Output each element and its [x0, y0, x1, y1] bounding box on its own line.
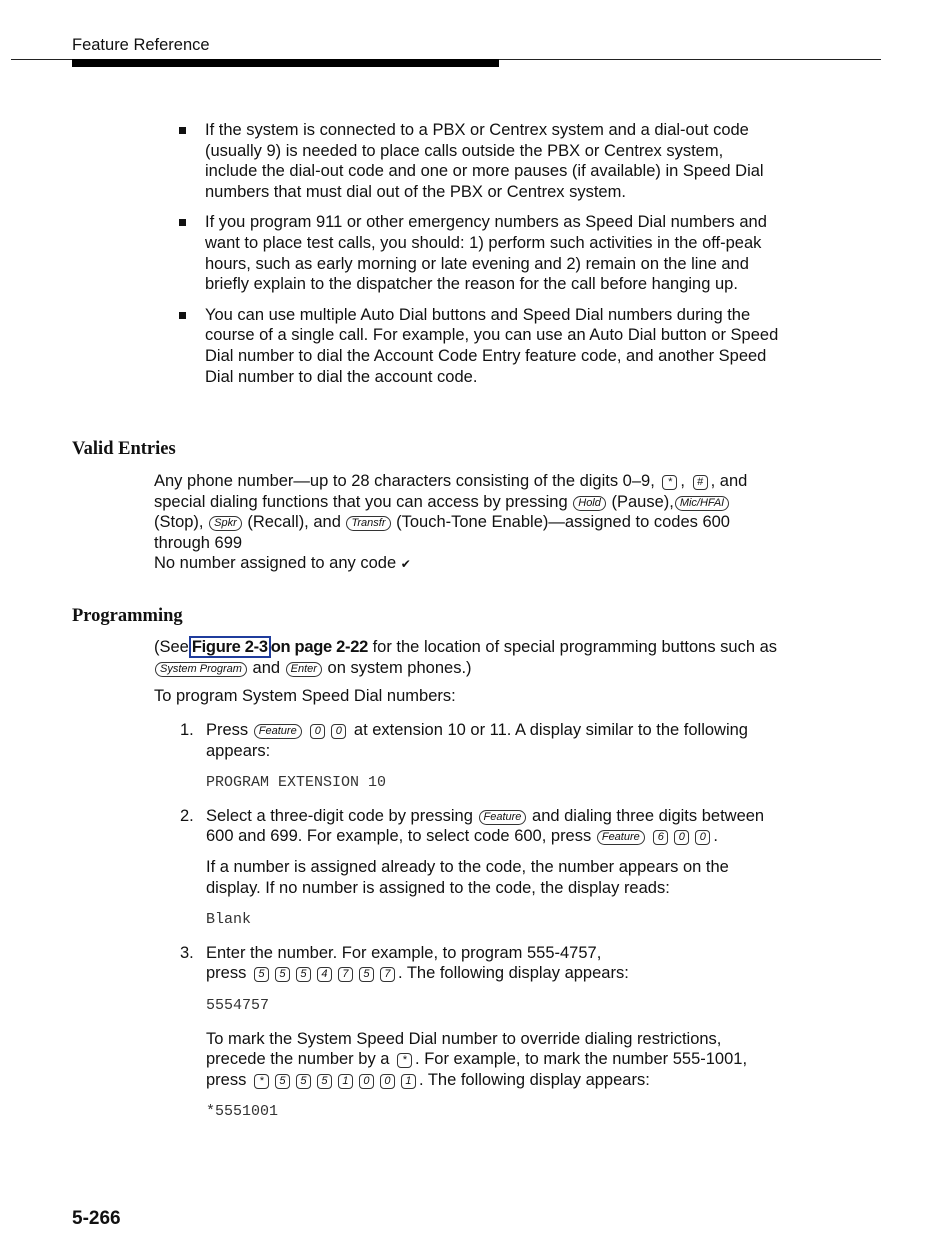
text-run: , [680, 472, 685, 490]
text-run: press [206, 964, 247, 983]
digit-sequence [251, 1071, 419, 1089]
digit-key-icon: 0 [331, 724, 346, 739]
display-text: PROGRAM EXTENSION 10 [206, 774, 387, 792]
list-item [179, 212, 779, 294]
text-run: at extension 10 or 11. A display similar to the following appears: [206, 721, 748, 760]
digit-key-icon: 5 [254, 967, 269, 982]
step-note: If a number is assigned already to the code, the number appears on the display. If no number is assigned to the code, the display reads: [206, 857, 729, 897]
bullet-text: If you program 911 or other emergency numbers as Speed Dial numbers and want to place test calls, you should: 1) perform such activities in the off-peak hours, such as early morning or late evening and 2) remain on the line and briefly explain to the dispatcher the reason for the call before hanging up. [205, 213, 767, 294]
square-bullet-icon [179, 127, 186, 134]
square-bullet-icon [179, 219, 186, 226]
bullet-text: If the system is connected to a PBX or Centrex system and a dial-out code (usually 9) is needed to place calls outside the PBX or Centrex system, include the dial-out code and one or more pauses (if available) in Speed Dial numbers that must dial out of the PBX or Centrex system. [205, 121, 764, 201]
digit-key-icon: 1 [338, 1074, 353, 1089]
text-run: on system phones.) [327, 658, 472, 677]
override-note [206, 1029, 780, 1091]
star-key-icon: * [662, 475, 677, 490]
text-run: . For example, to mark the number 555-1001, [415, 1050, 748, 1069]
text-run: . [713, 827, 718, 846]
list-item [179, 120, 779, 202]
text-run: Any phone number—up to 28 characters consisting of the digits 0–9, [154, 472, 655, 490]
text-run: (See [154, 638, 189, 656]
bullet-text: You can use multiple Auto Dial buttons and Speed Dial numbers during the course of a single call. For example, you can use an Auto Dial button or Speed Dial number to dial the Account Code Entry feature code, and another Speed Dial number to dial the account code. [205, 305, 779, 386]
text-run: . The following display appears: [418, 1070, 650, 1089]
enter-key-icon: Enter [286, 662, 322, 677]
digit-key-icon: 5 [296, 1074, 311, 1089]
figure-link[interactable]: Figure 2-3 [189, 636, 271, 658]
text-run: (Stop), [154, 513, 204, 532]
text-run: Press [206, 721, 249, 739]
digit-key-icon: 5 [275, 967, 290, 982]
digit-key-icon: 5 [359, 967, 374, 982]
text-run: . The following display appears: [397, 964, 629, 983]
valid-entries-heading: Valid Entries [72, 439, 176, 459]
bullet-list [179, 120, 779, 397]
transfr-key-icon: Transfr [346, 516, 390, 531]
digit-key-icon: 6 [653, 830, 668, 845]
display-text: 5554757 [206, 996, 270, 1014]
see-figure-note [154, 637, 779, 678]
step-1 [180, 720, 780, 794]
programming-intro: To program System Speed Dial numbers: [154, 687, 456, 706]
text-run: press [206, 1070, 247, 1089]
text-run: and [252, 658, 281, 677]
valid-entries-body [154, 471, 779, 583]
pound-key-icon: # [693, 475, 708, 490]
display-text: Blank [206, 911, 252, 929]
star-key-icon: * [397, 1053, 412, 1068]
step-2 [180, 806, 780, 931]
digit-key-icon: 0 [310, 724, 325, 739]
running-head: Feature Reference [72, 36, 210, 54]
digit-key-icon: 0 [359, 1074, 374, 1089]
default-value-text: No number assigned to any code [154, 554, 397, 573]
text-run: (Pause), [611, 492, 674, 511]
mic-hfai-key-icon: Mic/HFAI [675, 496, 729, 511]
step-3 [180, 943, 780, 1123]
text-run: (Touch-Tone Enable)—assigned to codes 600 through 699 [154, 513, 730, 552]
display-text: *5551001 [206, 1103, 279, 1121]
feature-key-icon: Feature [479, 810, 527, 825]
digit-key-icon: 4 [317, 967, 332, 982]
hold-key-icon: Hold [573, 496, 606, 511]
step-number: 3. [180, 943, 194, 962]
digit-key-icon: 7 [380, 967, 395, 982]
star-key-icon: * [254, 1074, 269, 1089]
programming-heading: Programming [72, 606, 183, 626]
checkmark-icon: ✔ [400, 557, 411, 572]
digit-key-icon: 5 [296, 967, 311, 982]
digit-key-icon: 0 [674, 830, 689, 845]
digit-key-icon: 5 [275, 1074, 290, 1089]
step-list [180, 720, 780, 1135]
list-item [179, 305, 779, 387]
text-run: for the location of special programming buttons such as [372, 638, 778, 656]
digit-key-icon: 7 [338, 967, 353, 982]
page-reference: on page 2-22 [270, 638, 368, 656]
feature-key-icon: Feature [597, 830, 645, 845]
digit-key-icon: 0 [380, 1074, 395, 1089]
square-bullet-icon [179, 312, 186, 319]
text-run: and dialing three digits between 600 and 699. For example, to select code 600, press [206, 806, 765, 846]
valid-entries-text [154, 471, 779, 575]
programming-body [154, 637, 779, 715]
page-number: 5-266 [72, 1208, 121, 1229]
spkr-key-icon: Spkr [209, 516, 242, 531]
text-run: Select a three-digit code by pressing [206, 806, 473, 825]
system-program-key-icon: System Program [155, 662, 247, 677]
digit-key-icon: 5 [317, 1074, 332, 1089]
digit-key-icon: 0 [695, 830, 710, 845]
digit-key-icon: 1 [401, 1074, 416, 1089]
text-run: (Recall), and [247, 513, 341, 532]
feature-key-icon: Feature [254, 724, 302, 739]
text-run: Enter the number. For example, to program 555-4757, [206, 943, 602, 962]
text-run: To mark the System Speed Dial number to override dialing restrictions, precede the number by a [206, 1029, 722, 1069]
step-number: 1. [180, 721, 194, 739]
digit-sequence [251, 964, 398, 982]
text-run: , and special dialing functions that you can access by pressing [154, 472, 748, 511]
step-number: 2. [180, 806, 194, 825]
header-bar [72, 59, 499, 67]
